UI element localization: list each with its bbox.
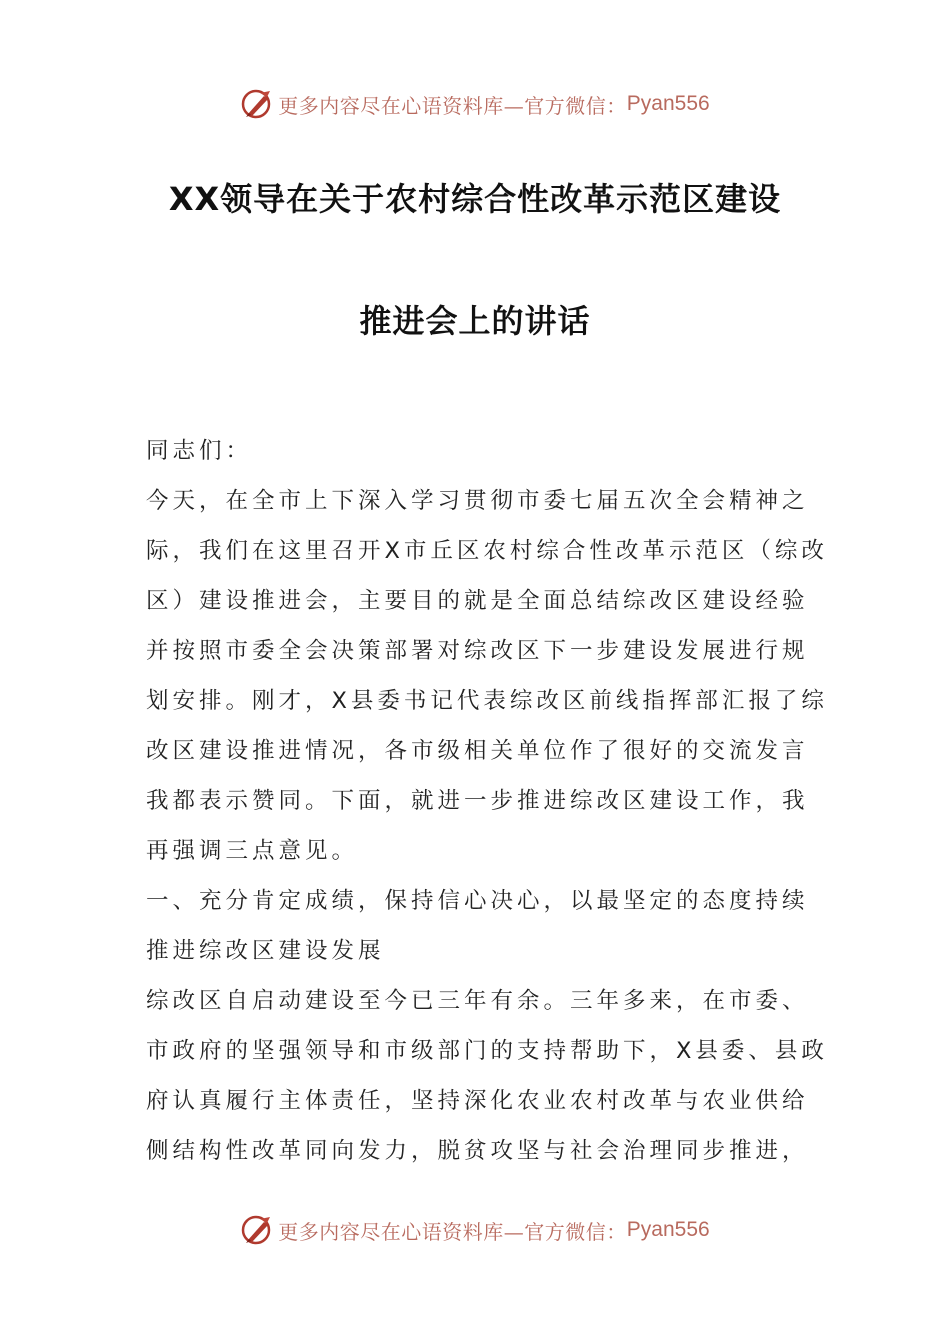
wechat-id: Pyan556 bbox=[626, 92, 710, 115]
body-line: 综改区自启动建设至今已三年有余。三年多来，在市委、 bbox=[146, 988, 809, 1014]
pen-logo-icon bbox=[240, 1213, 274, 1247]
body-line: 同志们： bbox=[146, 438, 253, 464]
body-line: 市政府的坚强领导和市级部门的支持帮助下，X县委、县政 bbox=[146, 1038, 828, 1064]
section-heading-line: 一、充分肯定成绩，保持信心决心，以最坚定的态度持续 bbox=[146, 888, 809, 914]
wechat-id: Pyan556 bbox=[626, 1218, 710, 1241]
body-line: 划安排。刚才，X县委书记代表综改区前线指挥部汇报了综 bbox=[146, 688, 828, 714]
pen-logo-icon bbox=[240, 87, 274, 121]
body-line: 府认真履行主体责任，坚持深化农业农村改革与农业供给 bbox=[146, 1088, 809, 1114]
document-title-line-2: 推进会上的讲话 bbox=[359, 302, 591, 340]
body-line: 际，我们在这里召开X市丘区农村综合性改革示范区（综改 bbox=[146, 538, 828, 564]
banner-text: 更多内容尽在心语资料库—官方微信： bbox=[278, 1219, 627, 1244]
body-line: 区）建设推进会，主要目的就是全面总结综改区建设经验 bbox=[146, 588, 809, 614]
section-heading-line: 推进综改区建设发展 bbox=[146, 938, 385, 964]
body-line: 改区建设推进情况，各市级相关单位作了很好的交流发言 bbox=[146, 738, 809, 764]
body-line: 今天，在全市上下深入学习贯彻市委七届五次全会精神之 bbox=[146, 488, 809, 514]
header-banner bbox=[0, 84, 950, 124]
body-line: 再强调三点意见。 bbox=[146, 838, 359, 864]
document-title-line-1: XX领导在关于农村综合性改革示范区建设 bbox=[168, 180, 782, 218]
body-line: 我都表示赞同。下面，就进一步推进综改区建设工作，我 bbox=[146, 788, 809, 814]
footer-banner bbox=[0, 1210, 950, 1250]
body-line: 并按照市委全会决策部署对综改区下一步建设发展进行规 bbox=[146, 638, 809, 664]
body-line: 侧结构性改革同向发力，脱贫攻坚与社会治理同步推进， bbox=[146, 1138, 809, 1164]
banner-text: 更多内容尽在心语资料库—官方微信： bbox=[278, 93, 627, 118]
document-body bbox=[146, 426, 828, 1176]
